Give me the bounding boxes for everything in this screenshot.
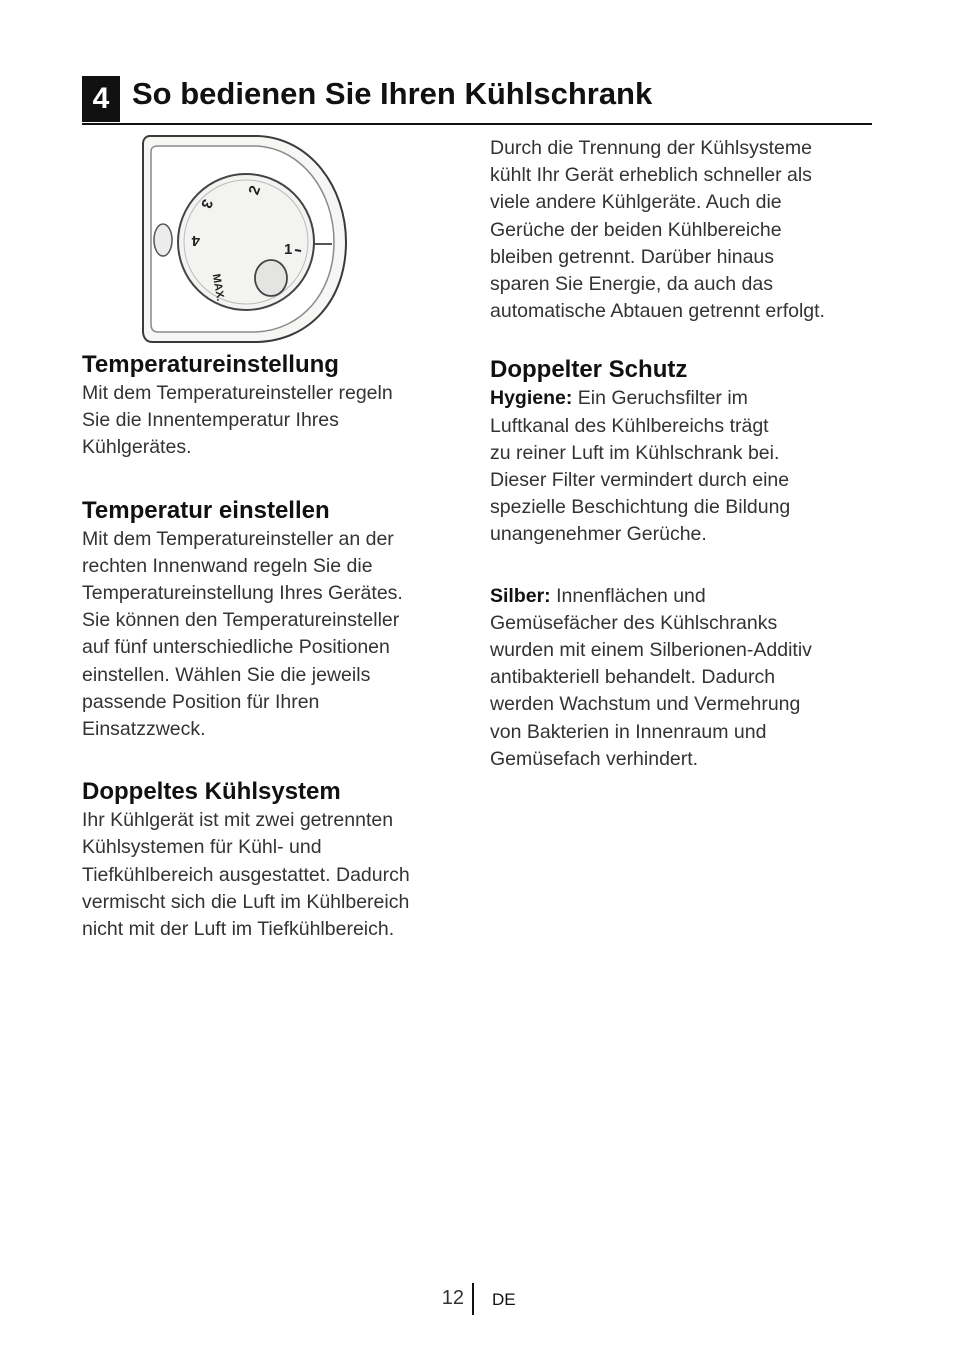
housing-left-button [154, 224, 172, 256]
right-column [490, 135, 882, 773]
section-heading: Temperatur einstellen [82, 496, 330, 524]
page-footer [0, 1283, 954, 1317]
chapter-title: So bedienen Sie Ihren Kühlschrank [132, 76, 653, 111]
section-heading: Temperatureinstellung [82, 351, 339, 378]
dial-grip [255, 260, 287, 296]
left-column [82, 350, 457, 977]
chapter-number: 4 [82, 76, 120, 122]
chapter-header [82, 72, 872, 125]
silver-label: Silber: [490, 584, 551, 607]
dial-label-3: 3 [197, 196, 216, 211]
intro-paragraph: Durch die Trennung der Kühlsysteme kühlt Ihr Gerät erheblich schneller als viele andere Kühlgeräte. Auch die Gerüche der beiden Kühlbereiche bleiben getrennt. Darüber hinaus sparen Sie Energie, da auch das automatische Abtauen getrennt erfolgt. [490, 137, 825, 323]
hygiene-paragraph [490, 385, 882, 548]
section-body: Mit dem Temperatureinsteller an der rechten Innenwand regeln Sie die Temperatureinstellung Ihres Gerätes. Sie können den Temperatureinsteller auf fünf unterschiedliche Positionen einstellen. Wählen Sie die jeweils passende Position für Ihren Einsatzzweck. [82, 527, 403, 741]
section-body: Mit dem Temperatureinsteller regeln Sie die Innentemperatur Ihres Kühlgerätes. [82, 382, 393, 459]
hygiene-label: Hygiene: [490, 387, 573, 410]
silver-body: Innenflächen und Gemüsefächer des Kühlschranks wurden mit einem Silberionen-Additiv antibakteriell behandelt. Dadurch werden Wachstum und Vermehrung von Bakterien in Innenraum und Gemüsefach verhindert. [490, 584, 812, 770]
dial-label-max: MAX. [209, 272, 227, 303]
section-body: Ihr Kühlgerät ist mit zwei getrennten Kühlsystemen für Kühl- und Tiefkühlbereich ausgestattet. Dadurch vermischt sich die Luft im Kühlbereich nicht mit der Luft im Tiefkühlbereich. [82, 809, 410, 941]
thermostat-dial-illustration [138, 132, 348, 346]
section-heading: Doppeltes Kühlsystem [82, 778, 341, 806]
dial-label-1: 1 [284, 241, 293, 258]
footer-divider [472, 1283, 474, 1315]
dial-label-4: 4 [191, 232, 200, 249]
silver-paragraph [490, 583, 882, 773]
language-code: DE [492, 1290, 516, 1309]
section-heading-doppelter-schutz: Doppelter Schutz [490, 356, 688, 384]
section-temperatureinstellung [82, 350, 457, 462]
section-temperatur-einstellen [82, 496, 457, 744]
dial-label-2: 2 [245, 183, 265, 198]
section-doppeltes-kuehlsystem [82, 777, 457, 943]
page-number: 12 [441, 1287, 464, 1309]
hygiene-body: Ein Geruchsfilter im Luftkanal des Kühlbereichs trägt zu reiner Luft im Kühlschrank bei. Dieser Filter vermindert durch eine spezielle Beschichtung die Bildung unangenehmer Gerüche. [490, 387, 791, 546]
